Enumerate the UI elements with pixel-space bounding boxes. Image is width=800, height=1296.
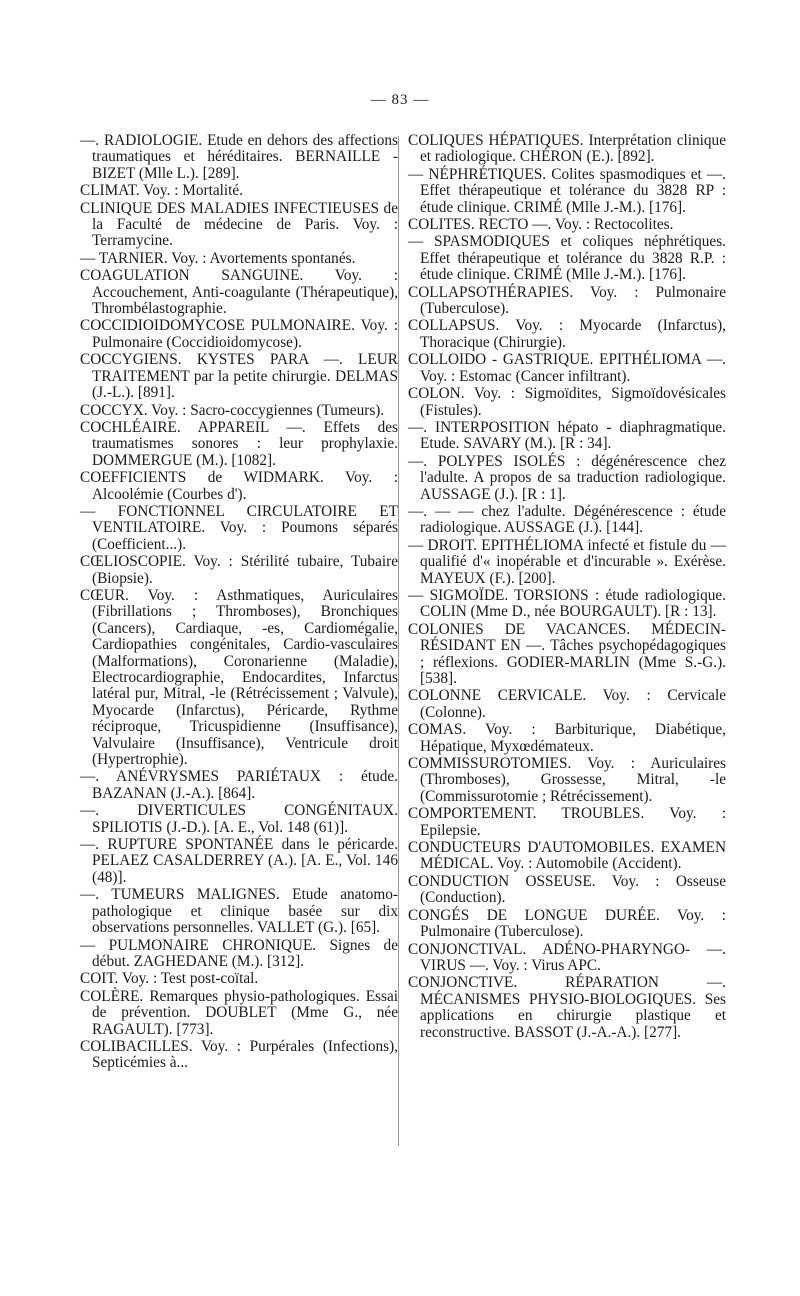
index-entry: — TARNIER. Voy. : Avortements spontanés. bbox=[80, 249, 356, 267]
index-entry: —. TUMEURS MALIGNES. Etude anatomo-pathologique et clinique basée sur dix observations personnelles. VALLET (G.). [65]. bbox=[80, 886, 398, 937]
column-divider bbox=[398, 136, 399, 1146]
index-entry: COLON. Voy. : Sigmoïdites, Sigmoïdovésicales (Fistules). bbox=[408, 385, 726, 419]
index-entry: CONJONCTIVE. RÉPARATION —. MÉCANISMES PHYSIO-BIOLOGIQUES. Ses applications en chirurgie plastique et reconstructive. BASSOT (J.-A.-A.). [277]. bbox=[408, 974, 726, 1041]
index-entry: — DROIT. EPITHÉLIOMA infecté et fistule du — qualifié d'« inopérable et d'incurable ». Exérèse. MAYEUX (F.). [200]. bbox=[408, 536, 726, 587]
index-entry: CONGÉS DE LONGUE DURÉE. Voy. : Pulmonaire (Tuberculose). bbox=[408, 906, 726, 941]
index-entry: CŒUR. Voy. : Asthmatiques, Auriculaires (Fibrillations ; Thromboses), Bronchiques (Cancers), Cardiaque, -es, Cardiomégalie, Cardiopathies congénitales, Cardio-vasculaires (Malformations), Coronarienne (Maladie), Electrocardiographie, Endocardites, Infarctus latéral pur, Mitral, -le (Rétrécissement ; Valvule), Myocarde (Infarctus), Péricarde, Rythme réciproque, Tricuspidienne (Insuffisance), Valvulaire (Insuffisance), Ventricule droit (Hypertrophie). bbox=[80, 586, 398, 769]
index-entry: CONDUCTION OSSEUSE. Voy. : Osseuse (Conduction). bbox=[408, 872, 726, 907]
index-entry: COAGULATION SANGUINE. Voy. : Accouchement, Anti-coagulante (Thérapeutique), Thrombélastographie. bbox=[80, 267, 398, 318]
index-entry: COLLAPSUS. Voy. : Myocarde (Infarctus), Thoracique (Chirurgie). bbox=[408, 317, 726, 351]
index-entry: COMMISSUROTOMIES. Voy. : Auriculaires (Thromboses), Grossesse, Mitral, -le (Commissurotomie ; Rétrécissement). bbox=[408, 755, 726, 805]
index-entry: COLIQUES HÉPATIQUES. Interprétation clinique et radiologique. CHÉRON (E.). [892]. bbox=[408, 132, 726, 166]
index-entry: CŒLIOSCOPIE. Voy. : Stérilité tubaire, Tubaire (Biopsie). bbox=[80, 553, 398, 587]
index-entry: COLÈRE. Remarques physio-pathologiques. Essai de prévention. DOUBLET (Mme G., née RAGAULT). [773]. bbox=[80, 987, 398, 1038]
index-entry: — NÉPHRÉTIQUES. Colites spasmodiques et —. Effet thérapeutique et tolérance du 3828 RP : étude clinique. CRIMÉ (Mlle J.-M.). [176]. bbox=[408, 165, 726, 216]
index-entry: COEFFICIENTS de WIDMARK. Voy. : Alcoolémie (Courbes d'). bbox=[80, 469, 398, 503]
index-entry: COIT. Voy. : Test post-coïtal. bbox=[80, 970, 259, 988]
index-entry: COMAS. Voy. : Barbiturique, Diabétique, Hépatique, Myxœdémateux. bbox=[408, 721, 726, 755]
index-entry: —. INTERPOSITION hépato - diaphragmatique. Etude. SAVARY (M.). [R : 34]. bbox=[408, 418, 726, 453]
page-number: — 83 — bbox=[370, 92, 430, 108]
index-entry: — SPASMODIQUES et coliques néphrétiques. Effet thérapeutique et tolérance du 3828 R.P. : étude clinique. CRIMÉ (Mlle J.-M.). [176]. bbox=[408, 233, 726, 284]
index-entry: CLIMAT. Voy. : Mortalité. bbox=[80, 182, 244, 200]
index-entry: COCHLÉAIRE. APPAREIL —. Effets des traumatismes sonores : leur prophylaxie. DOMMERGUE (M.). [1082]. bbox=[80, 418, 398, 469]
index-entry: COMPORTEMENT. TROUBLES. Voy. : Epilepsie. bbox=[408, 805, 726, 839]
index-entry: —. ANÉVRYSMES PARIÉTAUX : étude. BAZANAN (J.-A.). [864]. bbox=[80, 768, 398, 802]
index-entry: COLLOIDO - GASTRIQUE. EPITHÉLIOMA —. Voy. : Estomac (Cancer infiltrant). bbox=[408, 351, 726, 385]
index-entry: COLONNE CERVICALE. Voy. : Cervicale (Colonne). bbox=[408, 687, 726, 721]
index-entry: COLIBACILLES. Voy. : Purpérales (Infections), Septicémies à... bbox=[80, 1037, 398, 1072]
index-entry: CONDUCTEURS D'AUTOMOBILES. EXAMEN MÉDICAL. Voy. : Automobile (Accident). bbox=[408, 839, 726, 873]
index-entry: COCCIDIOIDOMYCOSE PULMONAIRE. Voy. : Pulmonaire (Coccidioidomycose). bbox=[80, 317, 398, 351]
right-column bbox=[408, 133, 726, 1042]
index-entry: — FONCTIONNEL CIRCULATOIRE ET VENTILATOIRE. Voy. : Poumons séparés (Coefficient...). bbox=[80, 502, 398, 553]
index-entry: COLONIES DE VACANCES. MÉDECIN-RÉSIDANT EN —. Tâches psychopédagogiques ; réflexions. GODIER-MARLIN (Mme S.-G.). [538]. bbox=[408, 620, 726, 687]
index-entry: — PULMONAIRE CHRONIQUE. Signes de début. ZAGHEDANE (M.). [312]. bbox=[80, 936, 398, 970]
index-entry: — SIGMOÏDE. TORSIONS : étude radiologique. COLIN (Mme D., née BOURGAULT). [R : 13]. bbox=[408, 586, 726, 621]
index-entry: COCCYGIENS. KYSTES PARA —. LEUR TRAITEMENT par la petite chirurgie. DELMAS (J.-L.). [891]. bbox=[80, 351, 398, 402]
index-entry: —. POLYPES ISOLÉS : dégénérescence chez l'adulte. A propos de sa traduction radiologique. AUSSAGE (J.). [R : 1]. bbox=[408, 452, 726, 503]
index-entry: CONJONCTIVAL. ADÉNO-PHARYNGO- —. VIRUS —. Voy. : Virus APC. bbox=[408, 940, 726, 974]
index-entry: —. — — chez l'adulte. Dégénérescence : étude radiologique. AUSSAGE (J.). [144]. bbox=[408, 502, 726, 537]
index-entry: CLINIQUE DES MALADIES INFECTIEUSES de la Faculté de médecine de Paris. Voy. : Terramycine. bbox=[80, 199, 398, 250]
index-entry: COLLAPSOTHÉRAPIES. Voy. : Pulmonaire (Tuberculose). bbox=[408, 283, 726, 318]
index-entry: —. DIVERTICULES CONGÉNITAUX. SPILIOTIS (J.-D.). [A. E., Vol. 148 (61)]. bbox=[80, 802, 398, 836]
index-entry: —. RADIOLOGIE. Etude en dehors des affections traumatiques et héréditaires. BERNAILLE - BIZET (Mlle L.). [289]. bbox=[80, 132, 398, 182]
index-entry: COCCYX. Voy. : Sacro-coccygiennes (Tumeurs). bbox=[80, 401, 385, 419]
index-entry: COLITES. RECTO —. Voy. : Rectocolites. bbox=[408, 216, 674, 234]
left-column bbox=[80, 133, 398, 1073]
index-entry: —. RUPTURE SPONTANÉE dans le péricarde. PELAEZ CASALDERREY (A.). [A. E., Vol. 146 (48)]. bbox=[80, 836, 398, 886]
